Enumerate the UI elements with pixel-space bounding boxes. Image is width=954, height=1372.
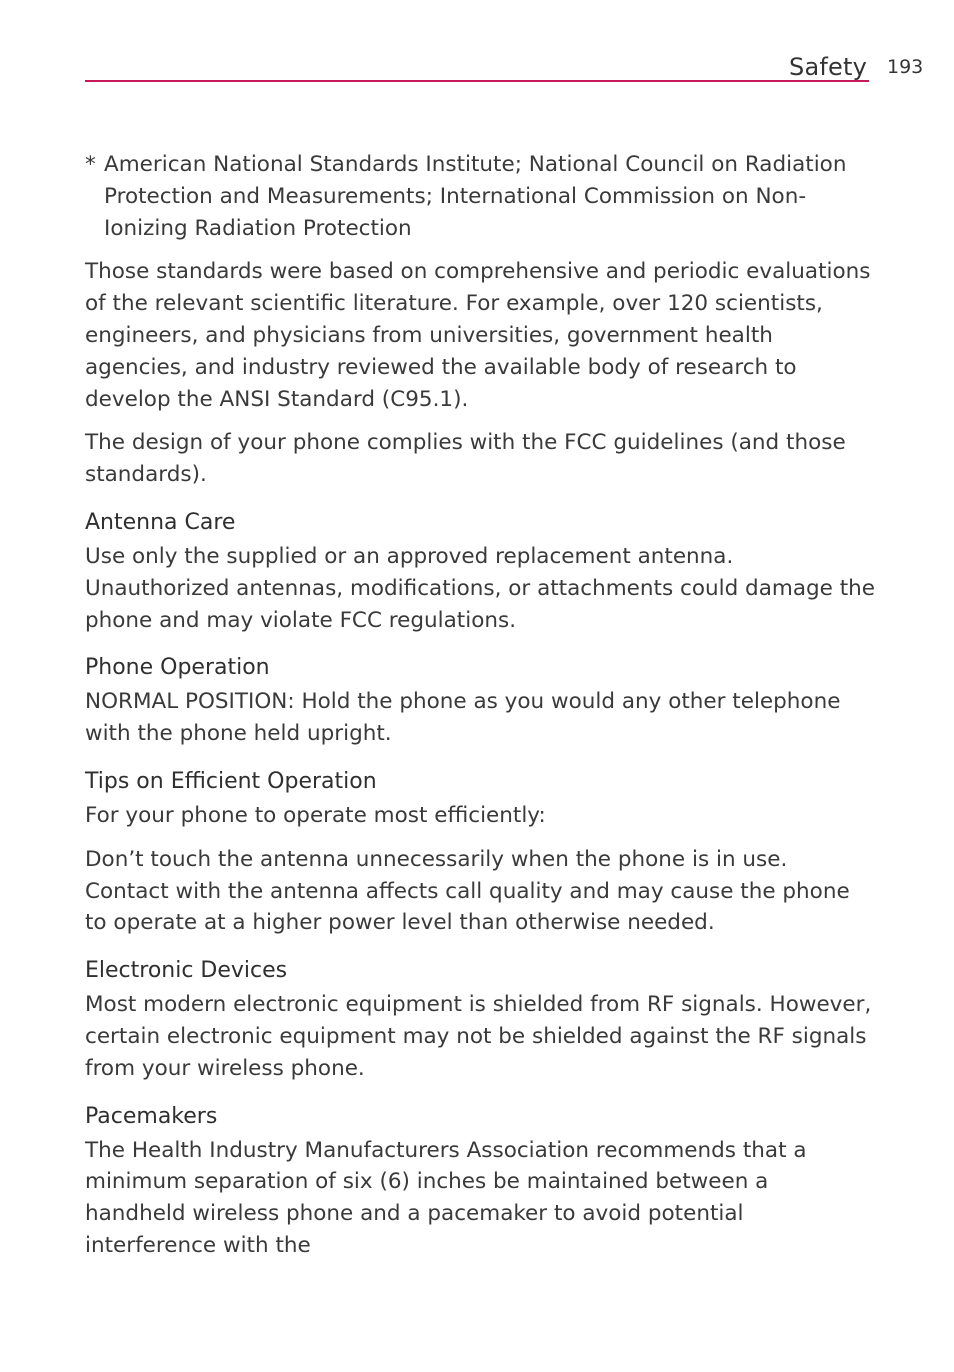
section-title: Safety [789,53,867,81]
footnote [85,149,875,244]
efficient-operation-heading: Tips on Efficient Operation [85,768,377,794]
phone-operation-heading: Phone Operation [85,655,270,681]
footnote-text: American National Standards Institute; National Council on Radiation Protection and Measurements; International Commission on Non-Ionizing Radiation Protection [104,152,847,241]
electronic-devices-heading: Electronic Devices [85,958,288,984]
header-rule [85,80,869,82]
pacemakers-heading: Pacemakers [85,1103,218,1129]
page-header [85,50,925,90]
phone-operation-paragraph: NORMAL POSITION: Hold the phone as you would any other telephone with the phone held upright. [85,689,841,747]
pacemakers-paragraph: The Health Industry Manufacturers Association recommends that a minimum separation of six (6) inches be maintained between a handheld wireless phone and a pacemaker to avoid potential interference with the [85,1137,807,1258]
fcc-compliance-paragraph: The design of your phone complies with the FCC guidelines (and those standards). [85,430,846,488]
electronic-devices-paragraph: Most modern electronic equipment is shielded from RF signals. However, certain electronic equipment may not be shielded against the RF signals from your wireless phone. [85,992,872,1081]
antenna-care-heading: Antenna Care [85,509,236,535]
footnote-asterisk: * [85,152,96,177]
page-number: 193 [887,56,924,78]
efficient-operation-intro: For your phone to operate most efficiently: [85,802,546,828]
efficient-operation-paragraph: Don’t touch the antenna unnecessarily when the phone is in use. Contact with the antenna affects call quality and may cause the phone to operate at a higher power level than otherwise needed. [85,846,850,936]
antenna-care-paragraph: Use only the supplied or an approved replacement antenna. Unauthorized antennas, modifications, or attachments could damage the phone and may violate FCC regulations. [85,543,875,633]
standards-paragraph: Those standards were based on comprehensive and periodic evaluations of the relevant scientific literature. For example, over 120 scientists, engineers, and physicians from universities, government health agencies, and industry reviewed the available body of research to develop the ANSI Standard (C95.1). [85,259,871,412]
page-content [85,149,875,1274]
